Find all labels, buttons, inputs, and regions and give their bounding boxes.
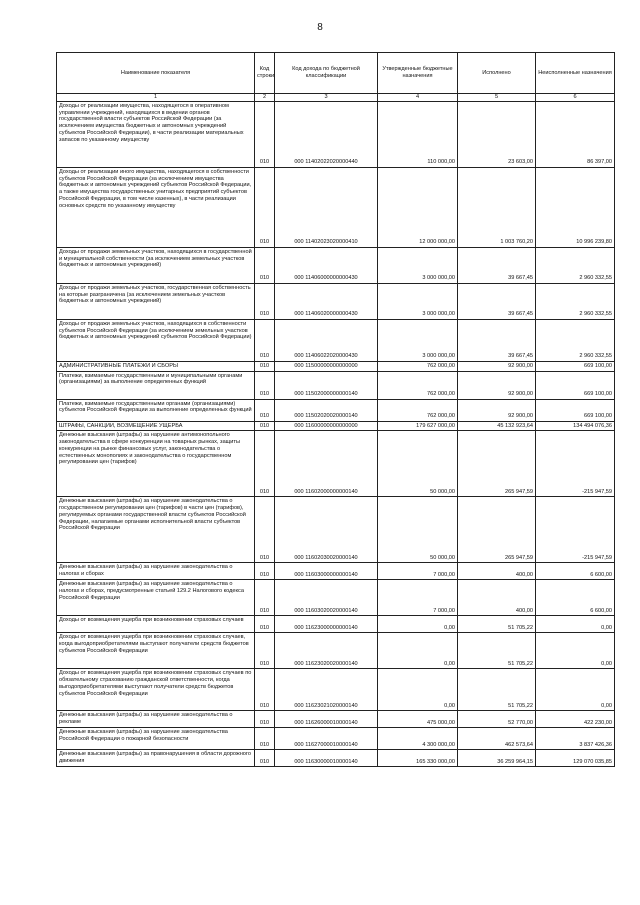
row-name: Денежные взыскания (штрафы) за нарушение законодательства о налогах и сборах, предусмотренные статьей 129.2 Налогового кодекса Российской Федерации [57, 580, 255, 616]
row-unexecuted: 2 960 332,55 [536, 320, 615, 362]
row-executed: 400,00 [458, 580, 536, 616]
row-budget-code: 000 11500000000000000 [275, 362, 378, 372]
row-approved: 165 330 000,00 [378, 750, 458, 767]
table-row [57, 750, 615, 767]
column-number: 5 [458, 94, 536, 102]
row-executed: 36 259 964,15 [458, 750, 536, 767]
row-budget-code: 000 11623000000000140 [275, 616, 378, 633]
row-unexecuted: 2 960 332,55 [536, 284, 615, 320]
row-budget-code: 000 11626000010000140 [275, 711, 378, 728]
row-unexecuted: -215 947,59 [536, 431, 615, 497]
row-line-code: 010 [255, 399, 275, 421]
row-unexecuted: -215 947,59 [536, 497, 615, 563]
row-approved: 12 000 000,00 [378, 168, 458, 248]
row-executed: 51 705,22 [458, 616, 536, 633]
row-approved: 0,00 [378, 633, 458, 669]
header-budget-code: Код дохода по бюджетной классификации [275, 53, 378, 94]
table-row [57, 431, 615, 497]
row-budget-code: 000 11502000000000140 [275, 371, 378, 399]
row-executed: 39 667,45 [458, 320, 536, 362]
row-line-code: 010 [255, 362, 275, 372]
row-budget-code: 000 11402022020000440 [275, 102, 378, 168]
row-executed: 52 770,00 [458, 711, 536, 728]
row-budget-code: 000 11406000000000430 [275, 248, 378, 284]
row-line-code: 010 [255, 580, 275, 616]
row-executed: 39 667,45 [458, 284, 536, 320]
row-approved: 475 000,00 [378, 711, 458, 728]
row-name: Денежные взыскания (штрафы) за правонарушения в области дорожного движения [57, 750, 255, 767]
table-body [57, 102, 615, 767]
header-approved: Утвержденные бюджетные назначения [378, 53, 458, 94]
page-number: 8 [317, 22, 323, 33]
row-budget-code: 000 11600000000000000 [275, 421, 378, 431]
row-approved: 3 000 000,00 [378, 248, 458, 284]
row-unexecuted: 134 494 076,36 [536, 421, 615, 431]
row-budget-code: 000 11623021020000140 [275, 669, 378, 711]
header-row [57, 53, 615, 94]
row-budget-code: 000 11603020020000140 [275, 580, 378, 616]
row-unexecuted: 669 100,00 [536, 362, 615, 372]
row-name: Доходы от реализации имущества, находящегося в оперативном управлении учреждений, находящихся в ведении органов государственной власти субъектов Российской Федерации (за исключением имущества бюджетных и автономных учреждений субъектов Российской Федерации), в части реализации материальных запасов по указанному имуществу [57, 102, 255, 168]
column-number: 2 [255, 94, 275, 102]
row-approved: 50 000,00 [378, 497, 458, 563]
row-name: Доходы от возмещения ущерба при возникновении страховых случаев, когда выгодоприобретателями выступают получатели средств бюджетов субъектов Российской Федерации [57, 633, 255, 669]
row-name: ШТРАФЫ, САНКЦИИ, ВОЗМЕЩЕНИЕ УЩЕРБА [57, 421, 255, 431]
row-budget-code: 000 11402023020000410 [275, 168, 378, 248]
row-line-code: 010 [255, 431, 275, 497]
table-row [57, 371, 615, 399]
row-unexecuted: 422 230,00 [536, 711, 615, 728]
row-line-code: 010 [255, 168, 275, 248]
row-line-code: 010 [255, 633, 275, 669]
row-approved: 3 000 000,00 [378, 284, 458, 320]
row-name: Денежные взыскания (штрафы) за нарушение законодательства о рекламе [57, 711, 255, 728]
row-line-code: 010 [255, 563, 275, 580]
row-unexecuted: 2 960 332,55 [536, 248, 615, 284]
row-unexecuted: 0,00 [536, 633, 615, 669]
row-budget-code: 000 11627000010000140 [275, 728, 378, 750]
table-row [57, 284, 615, 320]
row-unexecuted: 0,00 [536, 616, 615, 633]
row-unexecuted: 0,00 [536, 669, 615, 711]
column-number: 6 [536, 94, 615, 102]
row-budget-code: 000 11406020000000430 [275, 284, 378, 320]
row-name: Доходы от продажи земельных участков, находящихся в государственной и муниципальной собственности (за исключением земельных участков бюджетных и автономных учреждений) [57, 248, 255, 284]
row-approved: 7 000,00 [378, 563, 458, 580]
row-name: Доходы от возмещения ущерба при возникновении страховых случаев [57, 616, 255, 633]
row-line-code: 010 [255, 284, 275, 320]
row-line-code: 010 [255, 497, 275, 563]
row-approved: 4 300 000,00 [378, 728, 458, 750]
column-number: 1 [57, 94, 255, 102]
row-unexecuted: 129 070 035,85 [536, 750, 615, 767]
row-executed: 92 900,00 [458, 399, 536, 421]
table-row [57, 399, 615, 421]
row-name: Денежные взыскания (штрафы) за нарушение законодательства Российской Федерации о пожарной безопасности [57, 728, 255, 750]
row-executed: 51 705,22 [458, 669, 536, 711]
header-line-code: Код строки [255, 53, 275, 94]
row-approved: 110 000,00 [378, 102, 458, 168]
row-unexecuted: 3 837 426,36 [536, 728, 615, 750]
header-unexecuted: Неисполненные назначения [536, 53, 615, 94]
table-row [57, 633, 615, 669]
row-line-code: 010 [255, 711, 275, 728]
table-row [57, 168, 615, 248]
row-executed: 92 900,00 [458, 371, 536, 399]
row-executed: 51 705,22 [458, 633, 536, 669]
row-name: Денежные взыскания (штрафы) за нарушение антимонопольного законодательства в сфере конкуренции на товарных рынках, защиты конкуренции на рынке финансовых услуг, законодательства о естественных монополиях и законодательства о государственном регулировании цен (тарифов) [57, 431, 255, 497]
row-name: Денежные взыскания (штрафы) за нарушение законодательства о налогах и сборах [57, 563, 255, 580]
row-unexecuted: 6 600,00 [536, 580, 615, 616]
row-line-code: 010 [255, 616, 275, 633]
table-row [57, 580, 615, 616]
row-executed: 462 573,64 [458, 728, 536, 750]
row-approved: 762 000,00 [378, 362, 458, 372]
row-name: АДМИНИСТРАТИВНЫЕ ПЛАТЕЖИ И СБОРЫ [57, 362, 255, 372]
column-number: 4 [378, 94, 458, 102]
table-row [57, 711, 615, 728]
row-executed: 45 132 923,64 [458, 421, 536, 431]
row-executed: 265 947,59 [458, 497, 536, 563]
table-row [57, 248, 615, 284]
row-unexecuted: 6 600,00 [536, 563, 615, 580]
budget-execution-table [56, 52, 615, 767]
row-executed: 400,00 [458, 563, 536, 580]
row-unexecuted: 86 397,00 [536, 102, 615, 168]
row-name: Денежные взыскания (штрафы) за нарушение законодательства о государственном регулировании цен (тарифов) в части цен (тарифов), регулируемых органами государственной власти субъектов Российской Федерации, налагаемые органами исполнительной власти субъектов Российской Федерации [57, 497, 255, 563]
row-approved: 0,00 [378, 616, 458, 633]
row-unexecuted: 10 996 239,80 [536, 168, 615, 248]
row-line-code: 010 [255, 728, 275, 750]
row-line-code: 010 [255, 371, 275, 399]
header-executed: Исполнено [458, 53, 536, 94]
row-name: Платежи, взимаемые государственными и муниципальными органами (организациями) за выполнение определенных функций [57, 371, 255, 399]
row-approved: 179 627 000,00 [378, 421, 458, 431]
row-budget-code: 000 11406022020000430 [275, 320, 378, 362]
row-budget-code: 000 11603000000000140 [275, 563, 378, 580]
row-name: Доходы от продажи земельных участков, государственная собственность на которые разграничена (за исключением земельных участков бюджетных и автономных учреждений) [57, 284, 255, 320]
column-number-row [57, 94, 615, 102]
row-line-code: 010 [255, 750, 275, 767]
row-unexecuted: 669 100,00 [536, 399, 615, 421]
table-row [57, 669, 615, 711]
column-number: 3 [275, 94, 378, 102]
row-executed: 1 003 760,20 [458, 168, 536, 248]
row-executed: 39 667,45 [458, 248, 536, 284]
table-row [57, 563, 615, 580]
row-name: Платежи, взимаемые государственными органами (организациями) субъектов Российской Федерации за выполнение определенных функций [57, 399, 255, 421]
row-budget-code: 000 11630000010000140 [275, 750, 378, 767]
table-row [57, 102, 615, 168]
row-line-code: 010 [255, 421, 275, 431]
row-budget-code: 000 11502020020000140 [275, 399, 378, 421]
row-approved: 7 000,00 [378, 580, 458, 616]
row-approved: 762 000,00 [378, 399, 458, 421]
row-budget-code: 000 11602000000000140 [275, 431, 378, 497]
row-approved: 50 000,00 [378, 431, 458, 497]
row-name: Доходы от реализации иного имущества, находящегося в собственности субъектов Российской Федерации (за исключением имущества бюджетных и автономных учреждений субъектов Российской Федерации, а также имущества государственных унитарных предприятий субъектов Российской Федерации, в том числе казенных), в части реализации основных средств по указанному имуществу [57, 168, 255, 248]
header-name: Наименование показателя [57, 53, 255, 94]
row-line-code: 010 [255, 248, 275, 284]
table-row [57, 497, 615, 563]
row-name: Доходы от возмещения ущерба при возникновении страховых случаев по обязательному страхованию гражданской ответственности, когда выгодоприобретателями выступают получатели средств бюджетов субъектов Российской Федерации [57, 669, 255, 711]
row-approved: 3 000 000,00 [378, 320, 458, 362]
table-row [57, 320, 615, 362]
row-approved: 0,00 [378, 669, 458, 711]
row-approved: 762 000,00 [378, 371, 458, 399]
row-line-code: 010 [255, 669, 275, 711]
row-executed: 265 947,59 [458, 431, 536, 497]
row-executed: 92 900,00 [458, 362, 536, 372]
table-row [57, 728, 615, 750]
row-budget-code: 000 11602030020000140 [275, 497, 378, 563]
table-row [57, 421, 615, 431]
row-budget-code: 000 11623020020000140 [275, 633, 378, 669]
row-line-code: 010 [255, 320, 275, 362]
row-executed: 23 603,00 [458, 102, 536, 168]
table-row [57, 616, 615, 633]
row-unexecuted: 669 100,00 [536, 371, 615, 399]
row-line-code: 010 [255, 102, 275, 168]
row-name: Доходы от продажи земельных участков, находящихся в собственности субъектов Российской Федерации (за исключением земельных участков бюджетных и автономных учреждений субъектов Российской Федерации) [57, 320, 255, 362]
table-row [57, 362, 615, 372]
